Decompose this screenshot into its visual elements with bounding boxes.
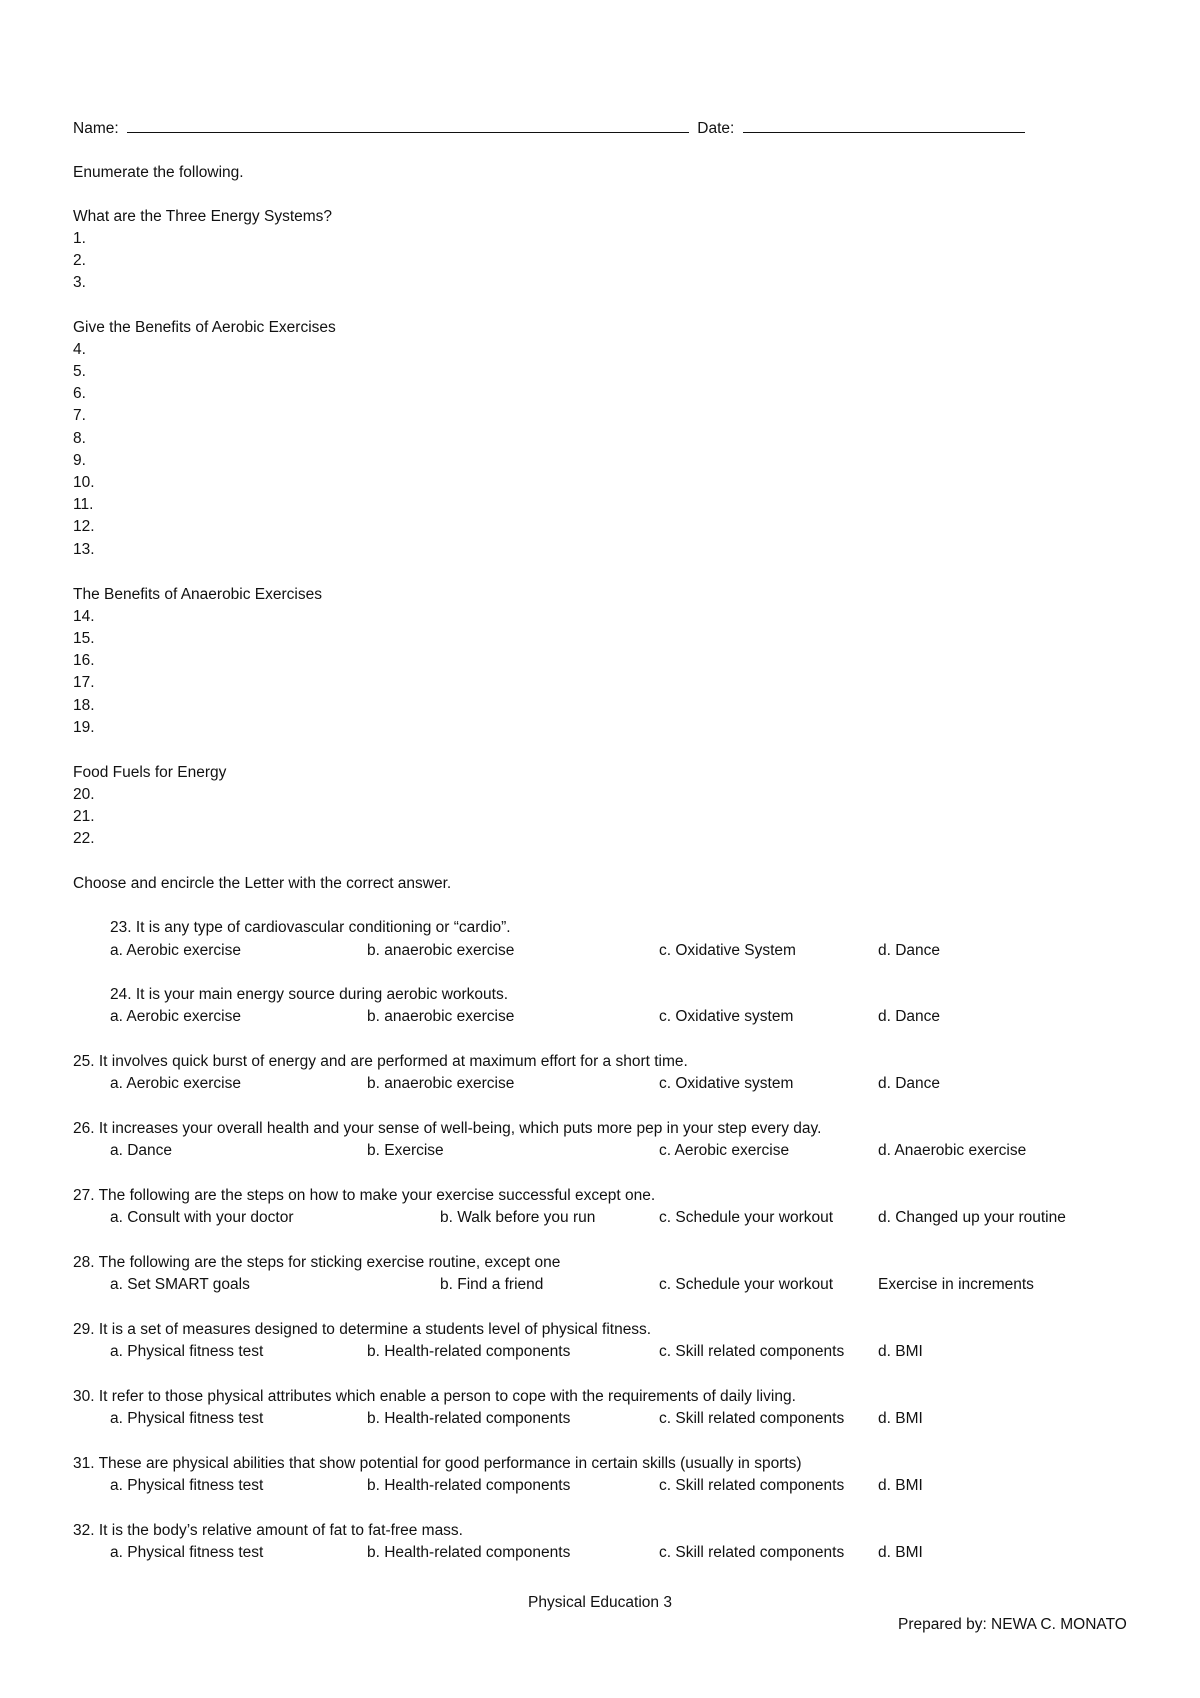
answer-number: 13.: [73, 541, 95, 558]
option-d[interactable]: d. BMI: [878, 1477, 923, 1494]
option-a[interactable]: a. Physical fitness test: [110, 1410, 264, 1427]
option-b[interactable]: b. anaerobic exercise: [367, 942, 515, 959]
option-a[interactable]: a. Physical fitness test: [110, 1544, 264, 1561]
option-d[interactable]: d. BMI: [878, 1410, 923, 1427]
option-c[interactable]: c. Skill related components: [659, 1343, 845, 1360]
answer-number: 22.: [73, 830, 95, 847]
option-a[interactable]: a. Aerobic exercise: [110, 1075, 241, 1092]
answer-number: 16.: [73, 652, 95, 669]
date-field-line[interactable]: [743, 118, 1025, 133]
question-text: 29. It is a set of measures designed to determine a students level of physical fitness.: [73, 1321, 652, 1338]
option-c[interactable]: c. Skill related components: [659, 1410, 845, 1427]
answer-number: 1.: [73, 230, 86, 247]
question-text: 24. It is your main energy source during aerobic workouts.: [110, 986, 509, 1003]
answer-number: 4.: [73, 341, 86, 358]
option-a[interactable]: a. Set SMART goals: [110, 1276, 250, 1293]
option-a[interactable]: a. Physical fitness test: [110, 1477, 264, 1494]
date-label: Date:: [697, 120, 735, 137]
question-text: 32. It is the body’s relative amount of fat to fat-free mass.: [73, 1522, 463, 1539]
group-heading: The Benefits of Anaerobic Exercises: [73, 586, 322, 603]
question-text: 30. It refer to those physical attributes which enable a person to cope with the requirements of daily living.: [73, 1388, 796, 1405]
option-d[interactable]: d. BMI: [878, 1544, 923, 1561]
option-c[interactable]: c. Oxidative System: [659, 942, 796, 959]
option-a[interactable]: a. Physical fitness test: [110, 1343, 264, 1360]
option-b[interactable]: b. anaerobic exercise: [367, 1008, 515, 1025]
group-heading: Food Fuels for Energy: [73, 764, 227, 781]
group-heading: Give the Benefits of Aerobic Exercises: [73, 319, 336, 336]
option-a[interactable]: a. Aerobic exercise: [110, 942, 241, 959]
option-d[interactable]: d. Dance: [878, 942, 941, 959]
answer-number: 8.: [73, 430, 86, 447]
answer-number: 17.: [73, 674, 95, 691]
answer-number: 11.: [73, 496, 94, 513]
option-a[interactable]: a. Consult with your doctor: [110, 1209, 294, 1226]
answer-number: 6.: [73, 385, 86, 402]
answer-number: 15.: [73, 630, 95, 647]
option-b[interactable]: b. anaerobic exercise: [367, 1075, 515, 1092]
option-a[interactable]: a. Aerobic exercise: [110, 1008, 241, 1025]
answer-number: 19.: [73, 719, 95, 736]
enumerate-instruction: Enumerate the following.: [73, 164, 244, 181]
option-b[interactable]: b. Walk before you run: [440, 1209, 596, 1226]
option-c[interactable]: c. Skill related components: [659, 1477, 845, 1494]
option-b[interactable]: b. Exercise: [367, 1142, 444, 1159]
answer-number: 7.: [73, 407, 86, 424]
option-c[interactable]: c. Schedule your workout: [659, 1276, 834, 1293]
option-c[interactable]: c. Oxidative system: [659, 1075, 794, 1092]
question-text: 27. The following are the steps on how to make your exercise successful except one.: [73, 1187, 656, 1204]
answer-number: 20.: [73, 786, 95, 803]
option-b[interactable]: b. Health-related components: [367, 1410, 571, 1427]
answer-number: 2.: [73, 252, 86, 269]
option-c[interactable]: c. Aerobic exercise: [659, 1142, 790, 1159]
question-text: 23. It is any type of cardiovascular conditioning or “cardio”.: [110, 919, 511, 936]
answer-number: 12.: [73, 518, 95, 535]
footer-title: Physical Education 3: [528, 1594, 672, 1611]
option-b[interactable]: b. Health-related components: [367, 1544, 571, 1561]
choose-instruction: Choose and encircle the Letter with the correct answer.: [73, 875, 452, 892]
prepared-by: Prepared by: NEWA C. MONATO: [898, 1616, 1127, 1633]
option-d[interactable]: d. Dance: [878, 1008, 941, 1025]
option-d[interactable]: Exercise in increments: [878, 1276, 1034, 1293]
answer-number: 9.: [73, 452, 86, 469]
question-text: 31. These are physical abilities that show potential for good performance in certain skills (usually in sports): [73, 1455, 802, 1472]
answer-number: 18.: [73, 697, 95, 714]
option-c[interactable]: c. Schedule your workout: [659, 1209, 834, 1226]
answer-number: 21.: [73, 808, 95, 825]
option-d[interactable]: d. Dance: [878, 1075, 941, 1092]
answer-number: 10.: [73, 474, 95, 491]
name-label: Name:: [73, 120, 119, 137]
option-b[interactable]: b. Find a friend: [440, 1276, 544, 1293]
group-heading: What are the Three Energy Systems?: [73, 208, 333, 225]
question-text: 26. It increases your overall health and your sense of well-being, which puts more pep in your step every day.: [73, 1120, 822, 1137]
answer-number: 14.: [73, 608, 95, 625]
option-b[interactable]: b. Health-related components: [367, 1343, 571, 1360]
option-b[interactable]: b. Health-related components: [367, 1477, 571, 1494]
option-d[interactable]: d. BMI: [878, 1343, 923, 1360]
option-c[interactable]: c. Skill related components: [659, 1544, 845, 1561]
question-text: 28. The following are the steps for sticking exercise routine, except one: [73, 1254, 561, 1271]
name-field-line[interactable]: [127, 118, 689, 133]
option-a[interactable]: a. Dance: [110, 1142, 173, 1159]
name-date-row: [73, 118, 1025, 139]
answer-number: 5.: [73, 363, 86, 380]
option-d[interactable]: d. Anaerobic exercise: [878, 1142, 1027, 1159]
question-text: 25. It involves quick burst of energy and are performed at maximum effort for a short time.: [73, 1053, 688, 1070]
option-c[interactable]: c. Oxidative system: [659, 1008, 794, 1025]
option-d[interactable]: d. Changed up your routine: [878, 1209, 1066, 1226]
answer-number: 3.: [73, 274, 86, 291]
